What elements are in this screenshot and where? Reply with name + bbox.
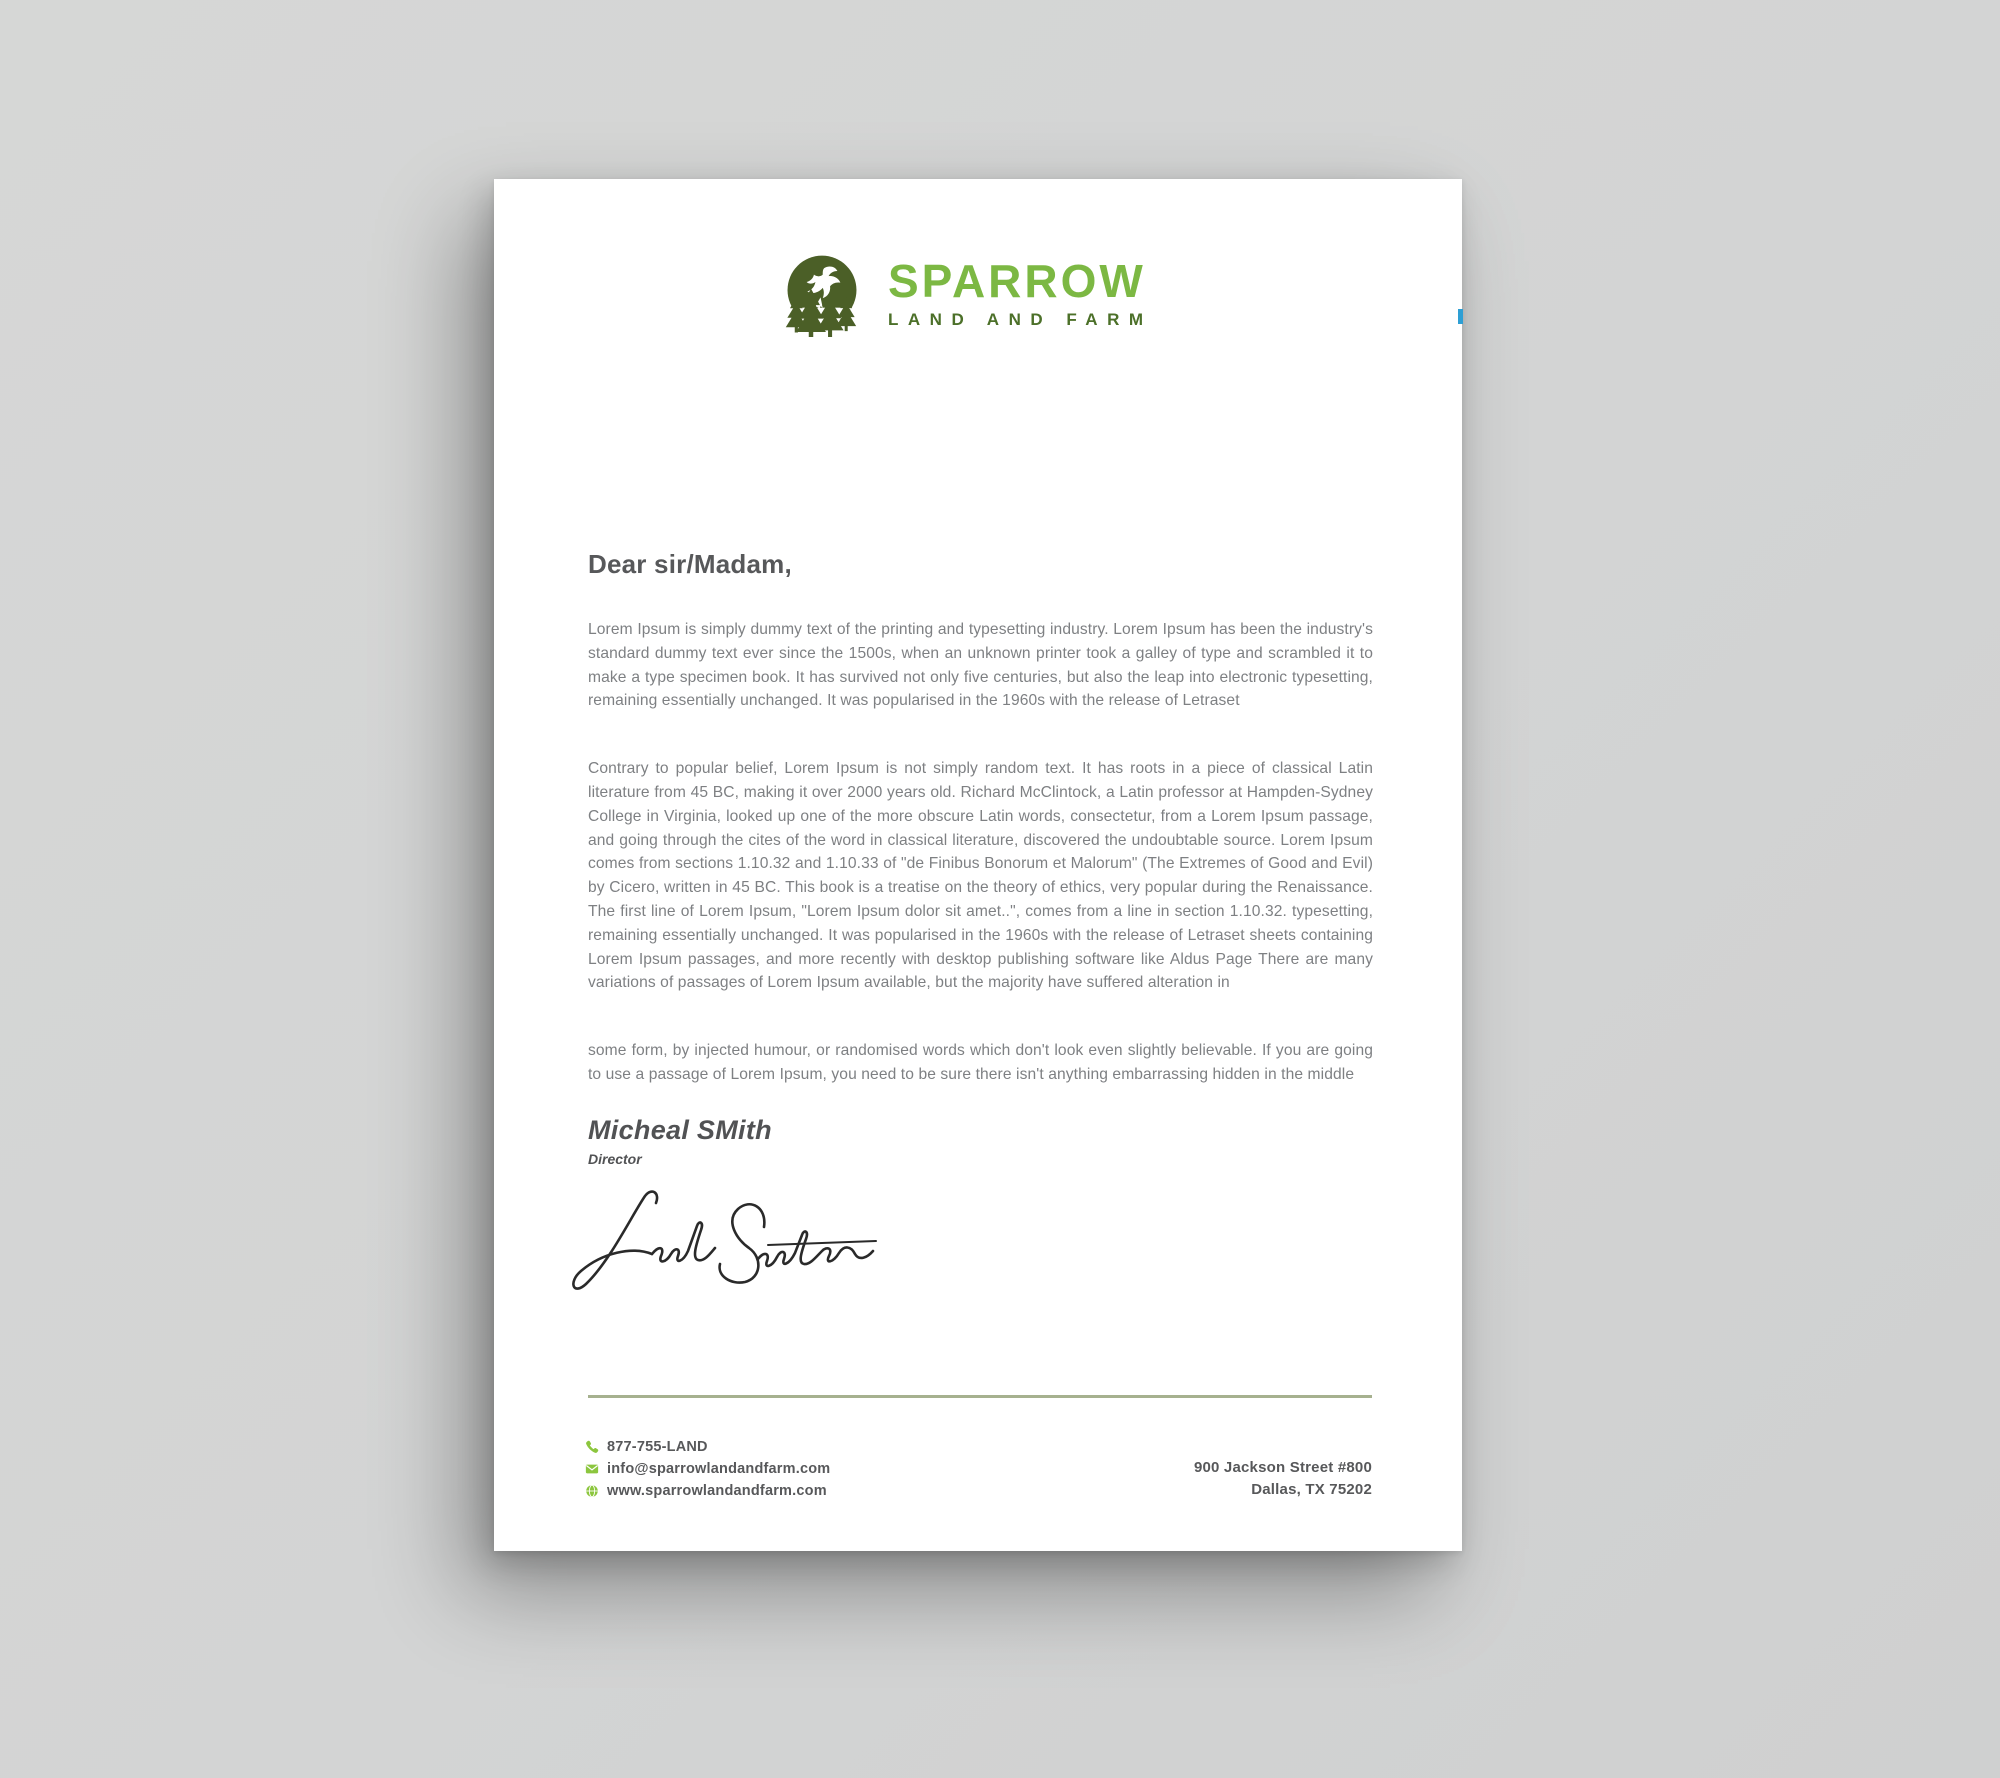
footer-address: [1194, 1457, 1372, 1501]
logo-name: SPARROW: [888, 255, 1146, 307]
blue-marker: [1458, 309, 1463, 324]
phone-row: [585, 1439, 830, 1455]
logo-text: [888, 255, 1153, 329]
website-row: [585, 1483, 830, 1499]
letter-body: [588, 549, 1373, 1305]
phone-icon: [585, 1440, 599, 1454]
signature-script: [568, 1185, 888, 1305]
email-address[interactable]: info@sparrowlandandfarm.com: [607, 1461, 831, 1477]
signer-title: Director: [588, 1150, 642, 1167]
footer-contacts: [585, 1439, 830, 1499]
paragraph-3: some form, by injected humour, or randomised words which don't look even slightly believable. If you are going to use a passage of Lorem Ipsum, you need to be sure there isn't anything embarrassing hidden in the middle: [588, 1042, 1373, 1083]
logo-mark-icon: [778, 249, 866, 337]
logo: [778, 249, 1153, 337]
phone-number: 877-755-LAND: [607, 1439, 708, 1455]
footer-divider: [588, 1395, 1372, 1398]
website-url[interactable]: www.sparrowlandandfarm.com: [607, 1483, 827, 1499]
globe-icon: [585, 1484, 599, 1498]
email-icon: [585, 1462, 599, 1476]
letterhead-page: [494, 179, 1462, 1551]
address-line-1: 900 Jackson Street #800: [1193, 1459, 1372, 1476]
signer-name: Micheal SMith: [588, 1114, 772, 1145]
logo-tagline: LAND AND FARM: [888, 310, 1153, 329]
address-line-2: Dallas, TX 75202: [1251, 1481, 1372, 1498]
email-row: [585, 1461, 830, 1477]
salutation: Dear sir/Madam,: [588, 549, 792, 579]
paragraph-1: Lorem Ipsum is simply dummy text of the printing and typesetting industry. Lorem Ipsum has been the industry's standard dummy text ever since the 1500s, when an unknown printer took a galley of type and scrambled it to make a type specimen book. It has survived not only five centuries, but also the leap into electronic typesetting, remaining essentially unchanged. It was popularised in the 1960s with the release of Letraset: [588, 621, 1373, 710]
paragraph-2: Contrary to popular belief, Lorem Ipsum is not simply random text. It has roots in a piece of classical Latin literature from 45 BC, making it over 2000 years old. Richard McClintock, a Latin professor at Hampden-Sydney College in Virginia, looked up one of the more obscure Latin words, consectetur, from a Lorem Ipsum passage, and going through the cites of the word in classical literature, discovered the undoubtable source. Lorem Ipsum comes from sections 1.10.32 and 1.10.33 of "de Finibus Bonorum et Malorum" (The Extremes of Good and Evil) by Cicero, written in 45 BC. This book is a treatise on the theory of ethics, very popular during the Renaissance. The first line of Lorem Ipsum, "Lorem Ipsum dolor sit amet..", comes from a line in section 1.10.32. typesetting, remaining essentially unchanged. It was popularised in the 1960s with the release of Letraset sheets containing Lorem Ipsum passages, and more recently with desktop publishing software like Aldus Page There are many variations of passages of Lorem Ipsum available, but the majority have suffered alteration in: [588, 760, 1373, 992]
